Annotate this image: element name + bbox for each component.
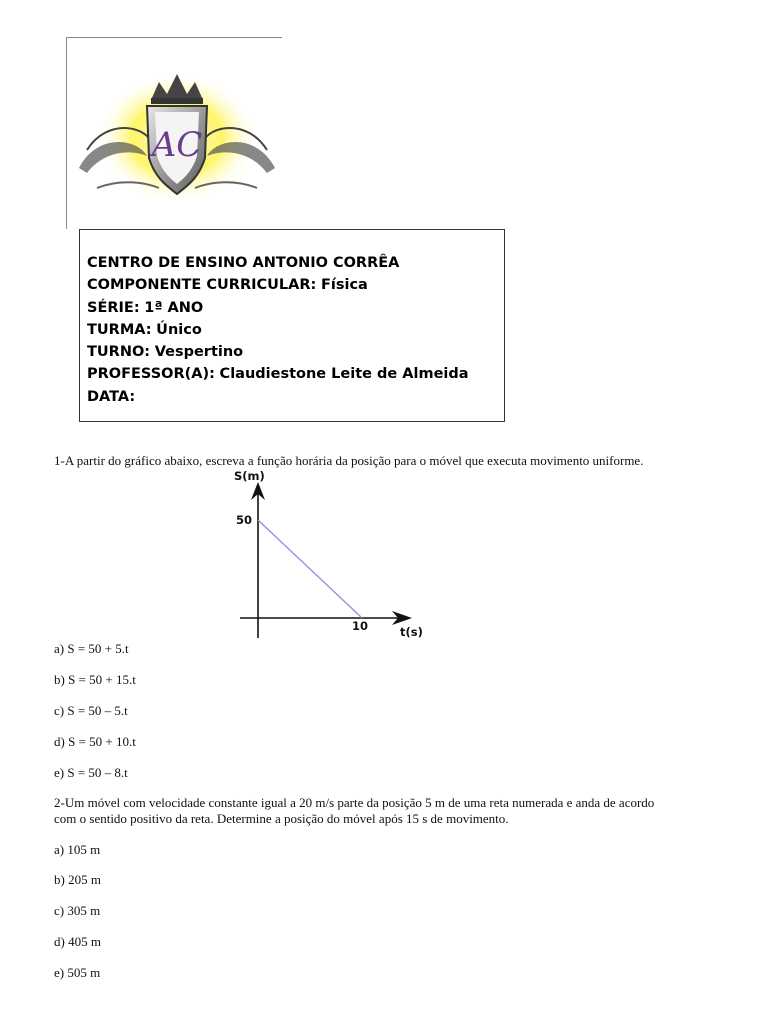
turno-value: Vespertino bbox=[154, 344, 244, 361]
y-axis-label: S(m) bbox=[234, 469, 265, 483]
q1-option-c: c) S = 50 – 5.t bbox=[54, 703, 128, 718]
crest-monogram: AC bbox=[151, 125, 203, 165]
q2-option-e: e) 505 m bbox=[54, 965, 101, 980]
serie-line bbox=[87, 297, 504, 319]
date-label: DATA: bbox=[87, 388, 136, 405]
serie-label: SÉRIE: bbox=[87, 299, 140, 316]
turno-label: TURNO: bbox=[87, 344, 151, 361]
component-line bbox=[87, 274, 504, 296]
turma-line bbox=[87, 319, 504, 341]
series-line-s-of-t bbox=[258, 520, 362, 618]
question-2-text bbox=[54, 795, 734, 827]
turma-value: Único bbox=[156, 321, 202, 338]
component-label: COMPONENTE CURRICULAR: bbox=[87, 277, 317, 294]
x-tick-label-10: 10 bbox=[352, 619, 369, 633]
question-1-text: 1-A partir do gráfico abaixo, escreva a função horária da posição para o móvel que executa movimento uniforme. bbox=[54, 453, 644, 468]
serie-value: 1ª ANO bbox=[144, 299, 204, 316]
turno-line bbox=[87, 341, 504, 363]
q1-option-b: b) S = 50 + 15.t bbox=[54, 672, 136, 687]
q2-option-a: a) 105 m bbox=[54, 842, 101, 857]
professor-value: Claudiestone Leite de Almeida bbox=[219, 366, 469, 383]
question-2-line-2: com o sentido positivo da reta. Determine a posição do móvel após 15 s de movimento. bbox=[54, 811, 509, 826]
q1-option-d: d) S = 50 + 10.t bbox=[54, 734, 136, 749]
x-axis-label: t(s) bbox=[400, 625, 423, 639]
y-tick-label-50: 50 bbox=[236, 513, 253, 527]
question-2-line-1: 2-Um móvel com velocidade constante igual a 20 m/s parte da posição 5 m de uma reta numerada e anda de acordo bbox=[54, 795, 655, 810]
component-value: Física bbox=[320, 277, 368, 294]
school-crest-logo bbox=[67, 38, 283, 230]
turma-label: TURMA: bbox=[87, 321, 152, 338]
q1-option-e: e) S = 50 – 8.t bbox=[54, 765, 128, 780]
q1-option-a: a) S = 50 + 5.t bbox=[54, 641, 129, 656]
school-logo-frame bbox=[66, 37, 282, 229]
professor-line bbox=[87, 363, 504, 385]
q2-option-c: c) 305 m bbox=[54, 903, 101, 918]
professor-label: PROFESSOR(A): bbox=[87, 366, 215, 383]
school-name: CENTRO DE ENSINO ANTONIO CORRÊA bbox=[87, 255, 400, 271]
q2-option-b: b) 205 m bbox=[54, 872, 101, 887]
position-time-chart bbox=[228, 466, 428, 642]
school-info-box bbox=[79, 229, 505, 422]
q2-option-d: d) 405 m bbox=[54, 934, 101, 949]
